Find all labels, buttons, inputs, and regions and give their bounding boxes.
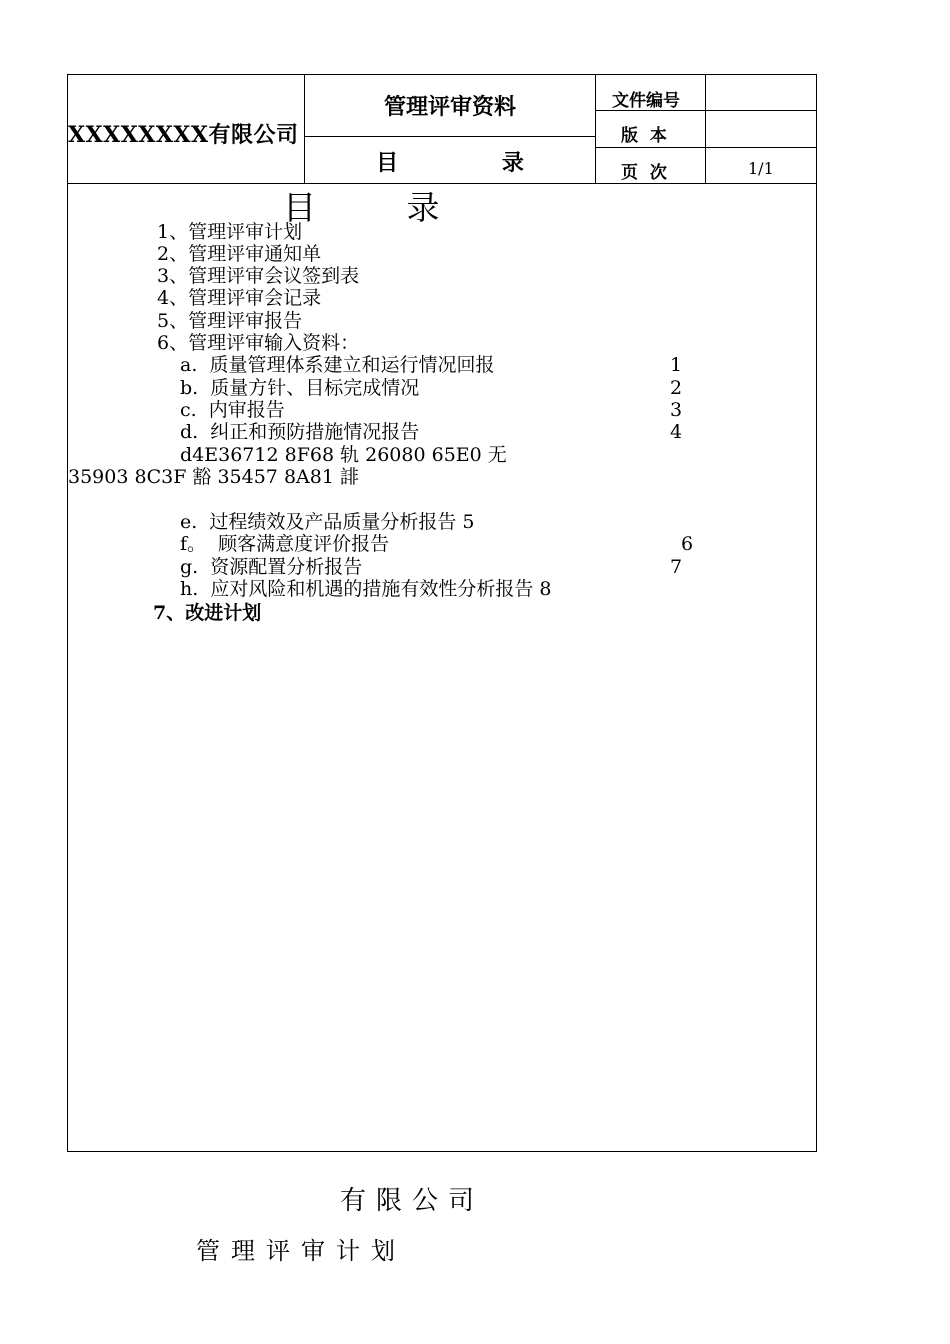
garbled-line-2: 35903 8C3F 豁 35457 8A81 誹 — [68, 466, 359, 488]
footer-plan-title: 管理评审计划 — [196, 1237, 406, 1265]
toc-subitem-c: c. 内审报告 — [180, 399, 285, 421]
toc-subitem-c-page: 3 — [670, 399, 683, 421]
toc-subitem-h: h. 应对风险和机遇的措施有效性分析报告 8 — [180, 578, 552, 600]
document-title: 管理评审资料 — [383, 94, 516, 120]
toc-subitem-f-page: 6 — [681, 533, 694, 555]
footer-company: 有限公司 — [340, 1186, 485, 1216]
doc-number-label: 文件编号 — [612, 91, 680, 111]
toc-item-6: 6、管理评审输入资料： — [157, 332, 360, 354]
toc-item-5: 5、管理评审报告 — [157, 310, 303, 332]
toc-item-3: 3、管理评审会议签到表 — [157, 265, 360, 287]
toc-item-2: 2、管理评审通知单 — [157, 243, 322, 265]
title-right-divider — [595, 74, 596, 184]
garbled-line-1: d4E36712 8F68 轨 26080 65E0 无 — [180, 444, 507, 466]
toc-subitem-g-page: 7 — [670, 556, 683, 578]
page-value: 1/1 — [748, 159, 774, 178]
toc-subitem-e: e. 过程绩效及产品质量分析报告 5 — [180, 511, 475, 533]
version-label: 版 本 — [621, 126, 667, 146]
toc-subitem-d: d. 纠正和预防措施情况报告 — [180, 421, 420, 443]
toc-item-7: 7、改进计划 — [153, 602, 262, 624]
meta-divider-2 — [595, 147, 817, 148]
toc-subitem-d-page: 4 — [670, 421, 683, 443]
toc-subitem-a: a. 质量管理体系建立和运行情况回报 — [180, 354, 495, 376]
title-divider — [304, 136, 595, 137]
toc-item-4: 4、管理评审会记录 — [157, 287, 322, 309]
toc-heading: 目 录 — [283, 188, 480, 227]
toc-subitem-g: g. 资源配置分析报告 — [180, 556, 363, 578]
document-subtitle: 目 录 — [376, 150, 572, 176]
toc-subitem-f: f。 顾客满意度评价报告 — [180, 533, 390, 555]
toc-subitem-b: b. 质量方针、目标完成情况 — [180, 377, 420, 399]
company-name: XXXXXXXX有限公司 — [68, 122, 299, 148]
toc-item-1: 1、管理评审计划 — [157, 221, 303, 243]
toc-subitem-a-page: 1 — [670, 354, 683, 376]
toc-subitem-b-page: 2 — [670, 377, 683, 399]
meta-value-divider — [705, 74, 706, 184]
page-label: 页 次 — [621, 163, 667, 183]
